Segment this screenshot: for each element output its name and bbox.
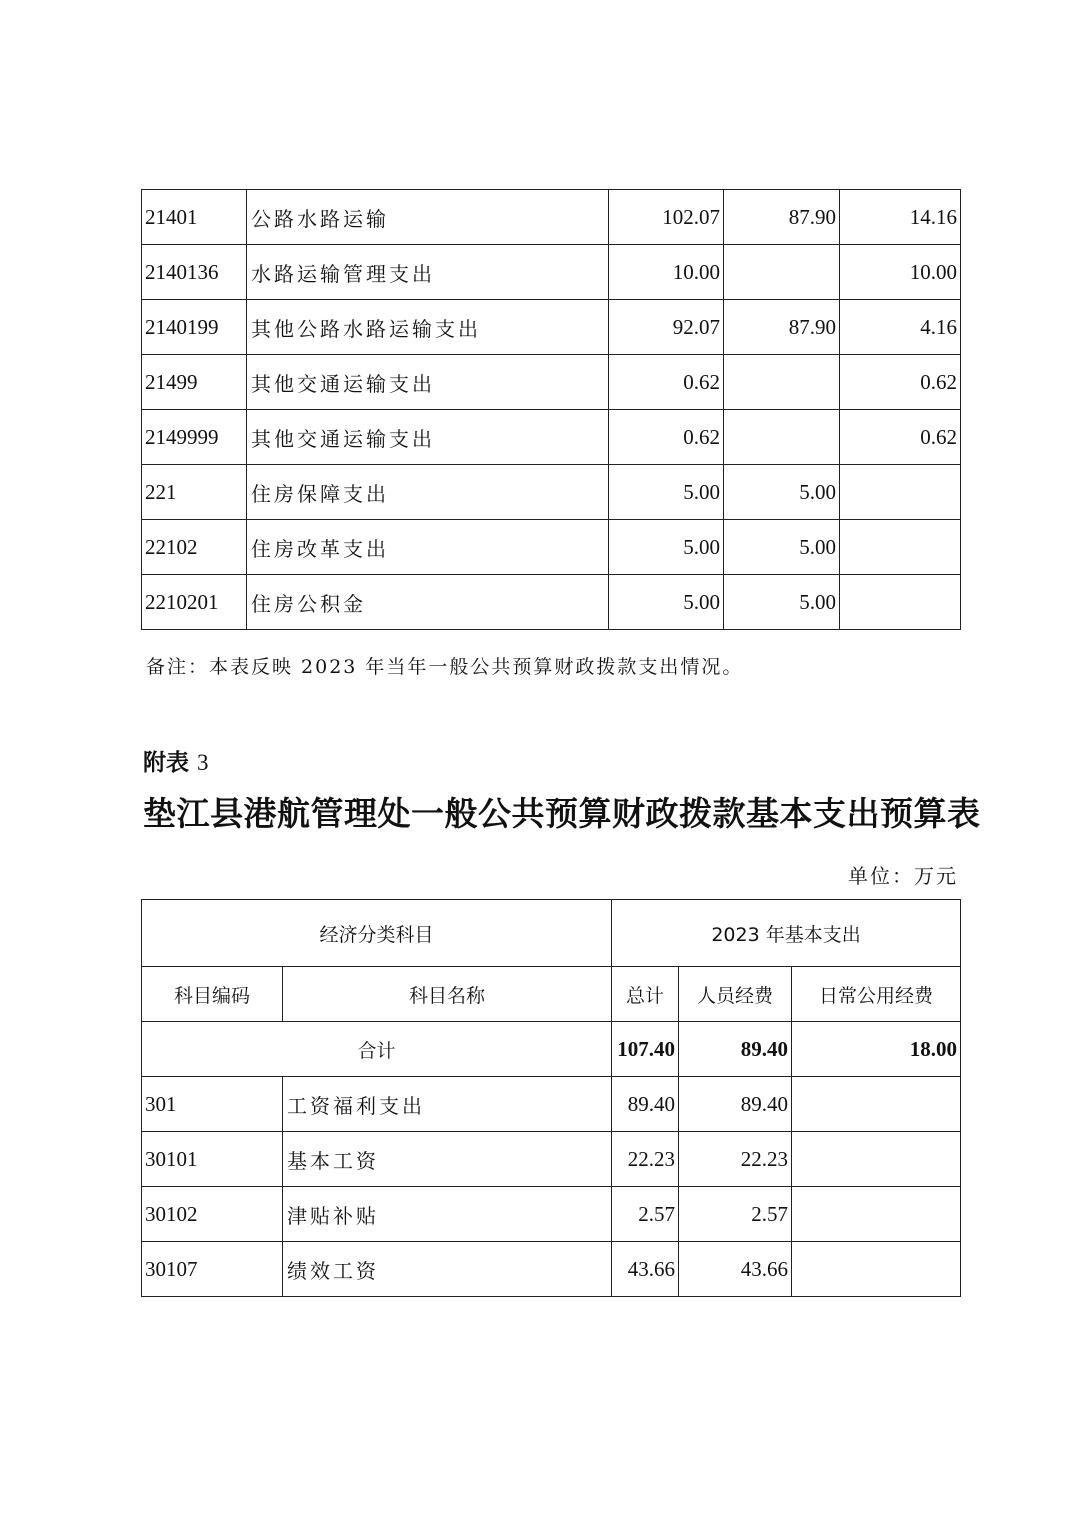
total-label: 合计 bbox=[142, 1022, 612, 1077]
row-total: 5.00 bbox=[609, 575, 724, 630]
table-row bbox=[142, 465, 961, 520]
expenditure-table-continued bbox=[141, 189, 961, 630]
page-title: 垫江县港航管理处一般公共预算财政拨款基本支出预算表 bbox=[143, 794, 981, 833]
row-code: 30101 bbox=[142, 1132, 283, 1187]
row-code: 21499 bbox=[142, 355, 247, 410]
row-name: 津贴补贴 bbox=[283, 1187, 612, 1242]
header-basic-expenditure: 2023 年基本支出 bbox=[612, 900, 961, 967]
row-project: 14.16 bbox=[840, 190, 961, 245]
header-column-row bbox=[142, 967, 961, 1022]
row-name: 工资福利支出 bbox=[283, 1077, 612, 1132]
table-row bbox=[142, 1132, 961, 1187]
table-row bbox=[142, 245, 961, 300]
row-name: 住房公积金 bbox=[247, 575, 609, 630]
row-total: 5.00 bbox=[609, 465, 724, 520]
table-row bbox=[142, 355, 961, 410]
row-public bbox=[792, 1187, 961, 1242]
table-row bbox=[142, 410, 961, 465]
table-row bbox=[142, 575, 961, 630]
header-public: 日常公用经费 bbox=[792, 967, 961, 1022]
row-personnel: 43.66 bbox=[679, 1242, 792, 1297]
row-name: 其他交通运输支出 bbox=[247, 410, 609, 465]
header-group-row bbox=[142, 900, 961, 967]
row-basic: 5.00 bbox=[724, 520, 840, 575]
row-project: 0.62 bbox=[840, 410, 961, 465]
row-personnel: 89.40 bbox=[679, 1077, 792, 1132]
row-public bbox=[792, 1077, 961, 1132]
row-code: 2210201 bbox=[142, 575, 247, 630]
row-name: 住房保障支出 bbox=[247, 465, 609, 520]
table-row bbox=[142, 190, 961, 245]
total-public: 18.00 bbox=[792, 1022, 961, 1077]
row-name: 水路运输管理支出 bbox=[247, 245, 609, 300]
row-basic: 87.90 bbox=[724, 190, 840, 245]
row-public bbox=[792, 1132, 961, 1187]
row-total: 10.00 bbox=[609, 245, 724, 300]
row-total: 102.07 bbox=[609, 190, 724, 245]
row-project bbox=[840, 520, 961, 575]
row-code: 2140136 bbox=[142, 245, 247, 300]
row-project bbox=[840, 465, 961, 520]
table-row bbox=[142, 300, 961, 355]
row-basic: 87.90 bbox=[724, 300, 840, 355]
row-total: 92.07 bbox=[609, 300, 724, 355]
row-code: 301 bbox=[142, 1077, 283, 1132]
row-name: 住房改革支出 bbox=[247, 520, 609, 575]
table-row bbox=[142, 520, 961, 575]
annex-label bbox=[143, 744, 209, 777]
header-code: 科目编码 bbox=[142, 967, 283, 1022]
annex-label-text: 附表 bbox=[143, 749, 189, 776]
row-code: 2140199 bbox=[142, 300, 247, 355]
row-name: 绩效工资 bbox=[283, 1242, 612, 1297]
row-basic bbox=[724, 355, 840, 410]
table-note: 备注：本表反映 2023 年当年一般公共预算财政拨款支出情况。 bbox=[146, 656, 744, 678]
row-name: 其他公路水路运输支出 bbox=[247, 300, 609, 355]
row-total: 22.23 bbox=[612, 1132, 679, 1187]
row-name: 基本工资 bbox=[283, 1132, 612, 1187]
header-name: 科目名称 bbox=[283, 967, 612, 1022]
row-basic: 5.00 bbox=[724, 575, 840, 630]
row-basic: 5.00 bbox=[724, 465, 840, 520]
row-total: 0.62 bbox=[609, 355, 724, 410]
row-public bbox=[792, 1242, 961, 1297]
total-personnel: 89.40 bbox=[679, 1022, 792, 1077]
row-project bbox=[840, 575, 961, 630]
row-personnel: 22.23 bbox=[679, 1132, 792, 1187]
basic-expenditure-table-body bbox=[142, 900, 961, 1297]
row-total: 2.57 bbox=[612, 1187, 679, 1242]
row-name: 公路水路运输 bbox=[247, 190, 609, 245]
header-personnel: 人员经费 bbox=[679, 967, 792, 1022]
row-total: 5.00 bbox=[609, 520, 724, 575]
row-total: 43.66 bbox=[612, 1242, 679, 1297]
expenditure-table-body bbox=[142, 190, 961, 630]
row-code: 221 bbox=[142, 465, 247, 520]
row-code: 30102 bbox=[142, 1187, 283, 1242]
row-total: 89.40 bbox=[612, 1077, 679, 1132]
total-row bbox=[142, 1022, 961, 1077]
basic-expenditure-table bbox=[141, 899, 961, 1297]
total-sum: 107.40 bbox=[612, 1022, 679, 1077]
row-project: 10.00 bbox=[840, 245, 961, 300]
row-name: 其他交通运输支出 bbox=[247, 355, 609, 410]
unit-label: 单位：万元 bbox=[848, 864, 958, 888]
table-row bbox=[142, 1242, 961, 1297]
row-code: 30107 bbox=[142, 1242, 283, 1297]
row-personnel: 2.57 bbox=[679, 1187, 792, 1242]
row-project: 0.62 bbox=[840, 355, 961, 410]
row-basic bbox=[724, 245, 840, 300]
header-economic-class: 经济分类科目 bbox=[142, 900, 612, 967]
row-code: 22102 bbox=[142, 520, 247, 575]
row-total: 0.62 bbox=[609, 410, 724, 465]
row-code: 2149999 bbox=[142, 410, 247, 465]
row-basic bbox=[724, 410, 840, 465]
table-row bbox=[142, 1187, 961, 1242]
row-code: 21401 bbox=[142, 190, 247, 245]
row-project: 4.16 bbox=[840, 300, 961, 355]
header-total: 总计 bbox=[612, 967, 679, 1022]
table-row bbox=[142, 1077, 961, 1132]
annex-number: 3 bbox=[197, 750, 209, 775]
